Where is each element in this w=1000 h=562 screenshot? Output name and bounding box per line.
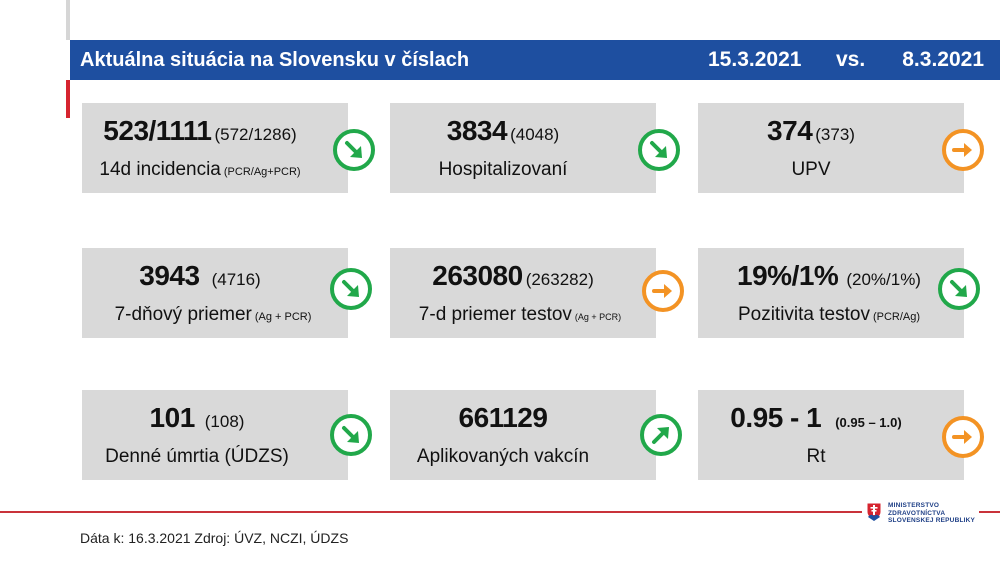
header-bar [70, 40, 1000, 80]
card-label: Aplikovaných vakcín [416, 446, 590, 467]
card-previous-value: (373) [815, 125, 855, 144]
card-daily-deaths [82, 390, 348, 480]
card-label: Denné úmrtia (ÚDZS) [105, 446, 289, 467]
card-value: 3834 [446, 115, 508, 146]
card-previous-value: (263282) [525, 270, 594, 289]
date-vs: vs. [836, 48, 866, 71]
left-accent-grey [66, 0, 70, 40]
date-previous: 8.3.2021 [902, 48, 984, 71]
arrow-right-icon [942, 416, 984, 458]
card-label: 7-d priemer testov [418, 304, 572, 325]
arrow-down-right-icon [938, 268, 980, 310]
card-previous-value: (20%/1%) [846, 270, 921, 289]
card-previous-value: (4048) [510, 125, 560, 144]
card-label-note: (Ag + PCR) [254, 311, 312, 323]
card-value: 0.95 - 1 [730, 402, 822, 433]
slovak-crest-icon [866, 502, 882, 522]
card-label-note: (PCR/Ag) [872, 311, 921, 323]
arrow-up-right-icon [640, 414, 682, 456]
card-hospitalized [390, 103, 656, 193]
card-label-note: (Ag + PCR) [574, 312, 622, 322]
card-incidence [82, 103, 348, 193]
card-value: 374 [767, 115, 813, 146]
card-label: Rt [806, 446, 826, 467]
card-value: 263080 [432, 260, 523, 291]
footer-divider [0, 511, 1000, 513]
ministry-line-2: ZDRAVOTNÍCTVA [888, 509, 946, 517]
card-previous-value: (4716) [211, 270, 261, 289]
card-value: 523/1111 [103, 115, 212, 146]
card-label: 14d incidencia [99, 159, 221, 180]
card-label-note: (PCR/Ag+PCR) [223, 166, 301, 178]
card-label: 7-dňový priemer [114, 304, 252, 325]
footer-source: Dáta k: 16.3.2021 Zdroj: ÚVZ, NCZI, ÚDZS [80, 530, 349, 546]
arrow-right-icon [642, 270, 684, 312]
arrow-down-right-icon [330, 414, 372, 456]
card-previous-value: (572/1286) [214, 125, 297, 144]
card-label: Hospitalizovaní [438, 159, 568, 180]
header-dates [708, 48, 1000, 72]
arrow-right-icon [942, 129, 984, 171]
ministry-logo [862, 500, 979, 527]
left-accent-red [66, 80, 70, 118]
ministry-line-1: MINISTERSTVO [888, 502, 940, 509]
card-previous-value: (0.95 – 1.0) [835, 415, 902, 430]
card-rt [698, 390, 964, 480]
arrow-down-right-icon [330, 268, 372, 310]
arrow-down-right-icon [638, 129, 680, 171]
card-label: UPV [791, 159, 831, 180]
card-test-positivity [698, 248, 964, 338]
card-value: 661129 [458, 402, 548, 433]
card-7day-average [82, 248, 348, 338]
card-label: Pozitivita testov [737, 304, 870, 325]
card-vaccinations [390, 390, 656, 480]
arrow-down-right-icon [333, 129, 375, 171]
date-current: 15.3.2021 [708, 48, 802, 71]
header-title: Aktuálna situácia na Slovensku v číslach [80, 48, 470, 71]
card-upv [698, 103, 964, 193]
card-value: 3943 [139, 260, 200, 291]
card-value: 19%/1% [737, 260, 839, 291]
card-value: 101 [149, 402, 195, 433]
card-7day-tests [390, 248, 656, 338]
card-previous-value: (108) [204, 412, 245, 431]
ministry-line-3: SLOVENSKEJ REPUBLIKY [888, 517, 976, 524]
